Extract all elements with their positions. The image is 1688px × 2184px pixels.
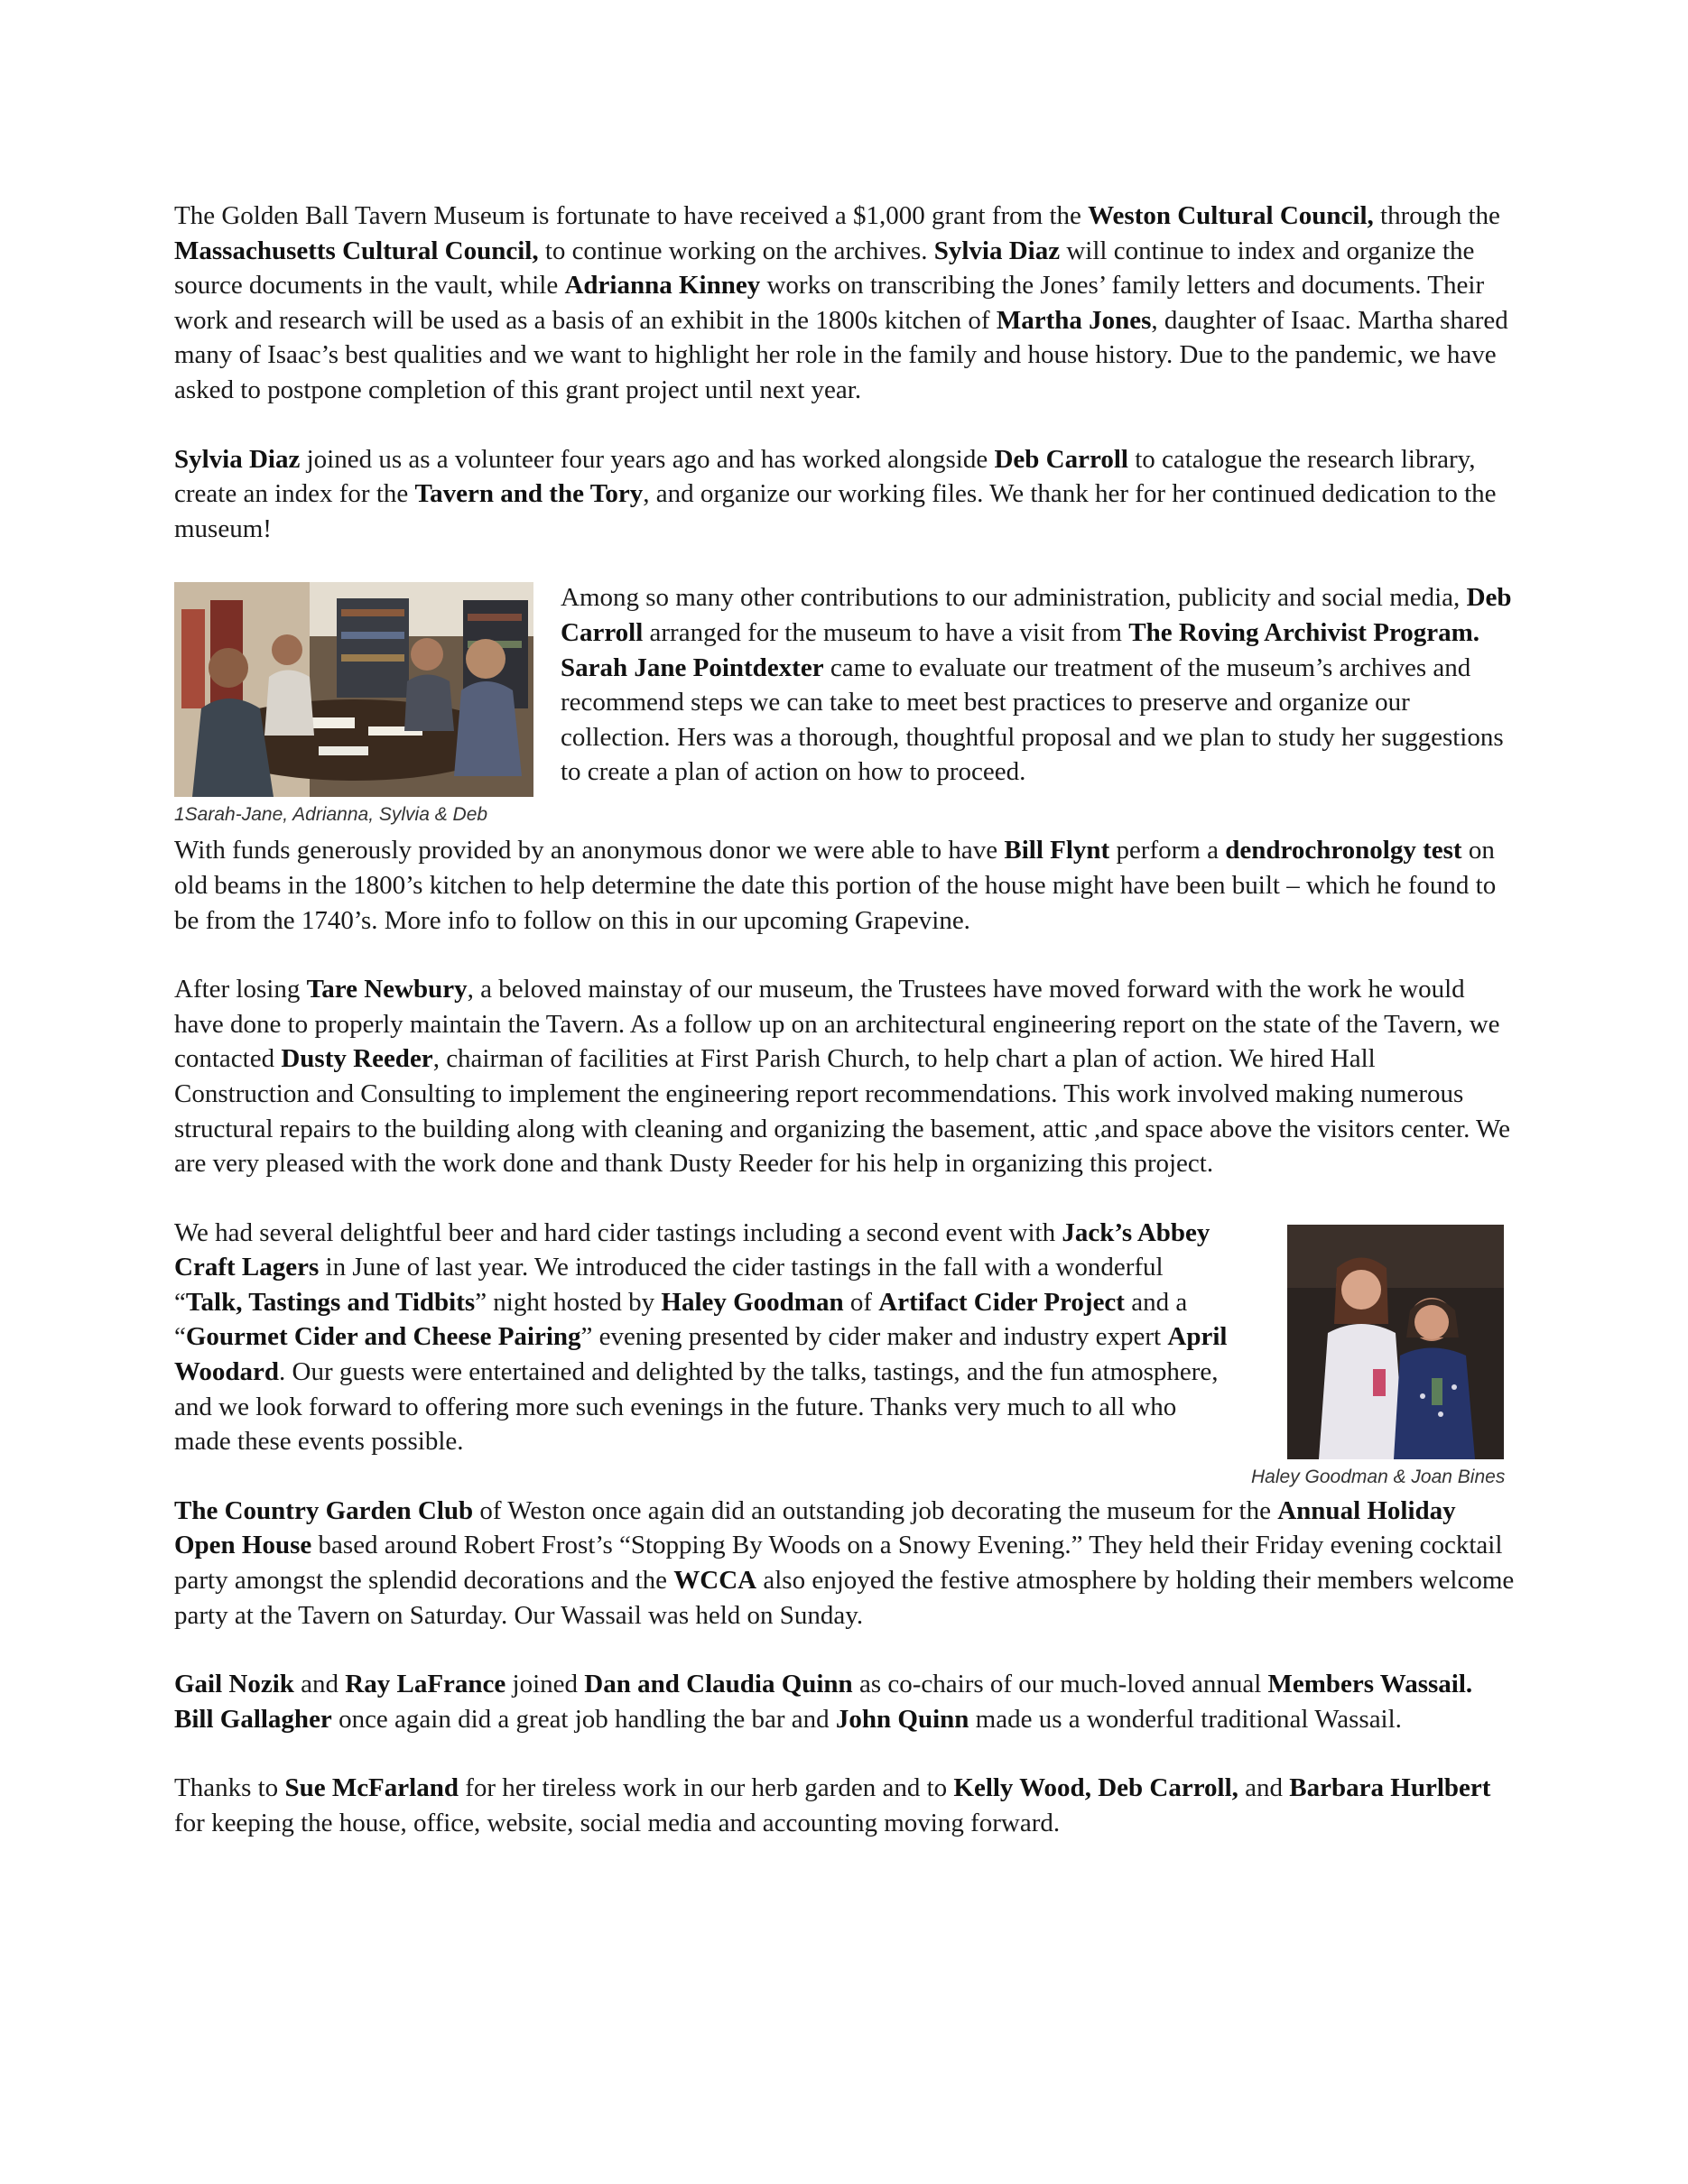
bold-text-run: John Quinn: [835, 1704, 969, 1734]
figure-cider-tasting: [1251, 1225, 1504, 1490]
text-run: ” night hosted by: [475, 1287, 662, 1317]
bold-text-run: Deb Carroll: [561, 583, 1512, 647]
text-run: perform a: [1109, 836, 1226, 865]
bold-text-run: Deb Carroll: [994, 444, 1128, 474]
paragraph-dendrochronology: [174, 833, 1515, 938]
text-run: for keeping the house, office, website, social media and accounting moving forward.: [174, 1809, 1061, 1837]
text-run: came to evaluate our treatment of the museum’s archives and recommend steps we can take to meet best practices to preserve and organize our collection. Hers was a thorough, thoughtful proposal and we plan to study her suggestions to create a plan of action on how to proceed.: [561, 652, 1504, 787]
text-run: works on transcribing the Jones’ family letters and documents. Their work and research will be used as a basis of an exhibit in the 1800s kitchen of: [174, 271, 1485, 335]
paragraph-tavern-repairs: [174, 972, 1515, 1181]
bold-text-run: Kelly Wood, Deb Carroll,: [953, 1773, 1238, 1803]
text-run: of Weston once again did an outstanding job decorating the museum for the: [473, 1495, 1278, 1525]
paragraph-grant: [174, 199, 1515, 408]
text-run: , daughter of Isaac. Martha shared many of Isaac’s best qualities and we want to highlight her role in the family and house history. Due to the pandemic, we have asked to postpone completion of this grant project until next year.: [174, 305, 1508, 404]
bold-text-run: The Roving Archivist Program. Sarah Jane Pointdexter: [561, 617, 1480, 682]
bold-text-run: Adrianna Kinney: [564, 271, 761, 301]
figure-library-meeting: [174, 582, 544, 828]
text-run: , a beloved mainstay of our museum, the Trustees have moved forward with the work he would have done to properly maintain the Tavern. As a follow up on an architectural engineering report on the state of the Tavern, we contacted: [174, 975, 1500, 1074]
bold-text-run: Talk, Tastings and Tidbits: [185, 1287, 476, 1317]
bold-text-run: Gourmet Cider and Cheese Pairing: [185, 1322, 581, 1352]
paragraph-thanks: [174, 1771, 1515, 1840]
bold-text-run: Ray LaFrance: [345, 1670, 506, 1699]
text-run: , chairman of facilities at First Parish Church, to help chart a plan of action. We hired Hall Construction and Consulting to implement the engineering report recommendations. This work involved making numerous structural repairs to the building along with cleaning and organizing the basement, attic ,and space above the visitors center. We are very pleased with the work done and thank Dusty Reeder for his help in organizing this project.: [174, 1044, 1510, 1179]
bold-text-run: April Woodard: [174, 1322, 1228, 1387]
text-run: We had several delightful beer and hard cider tastings including a second event with: [174, 1217, 1062, 1247]
bold-text-run: dendrochronolgy test: [1225, 836, 1462, 865]
bold-text-run: Massachusetts Cultural Council,: [174, 236, 539, 265]
bold-text-run: Sylvia Diaz: [933, 236, 1061, 265]
document-page: [174, 199, 1515, 1875]
text-run: based around Robert Frost’s “Stopping By Woods on a Snowy Evening.” They held their Friday evening cocktail party amongst the splendid decorations and the: [174, 1531, 1503, 1596]
bold-text-run: The Country Garden Club: [174, 1495, 474, 1525]
text-run: to continue working on the archives.: [538, 236, 934, 265]
bold-text-run: Dan and Claudia Quinn: [584, 1670, 853, 1699]
library-photo-caption: 1Sarah-Jane, Adrianna, Sylvia & Deb: [174, 804, 488, 826]
paragraph-members-wassail: [174, 1667, 1515, 1736]
text-run: arranged for the museum to have a visit from: [643, 617, 1129, 647]
text-run: also enjoyed the festive atmosphere by holding their members welcome party at the Tavern on Saturday. Our Wassail was held on Sunday.: [174, 1566, 1515, 1630]
cider-tasting-photo: [1287, 1225, 1504, 1459]
text-run: ” evening presented by cider maker and industry expert: [580, 1322, 1168, 1352]
text-run: Among so many other contributions to our administration, publicity and social media,: [561, 583, 1467, 613]
text-run: joined us as a volunteer four years ago and has worked alongside: [300, 444, 995, 474]
bold-text-run: WCCA: [673, 1566, 757, 1596]
text-run: of: [843, 1287, 879, 1317]
text-run: once again did a great job handling the bar and: [331, 1704, 836, 1734]
bold-text-run: Dusty Reeder: [281, 1044, 433, 1074]
bold-text-run: Gail Nozik: [174, 1670, 294, 1699]
text-run: . Our guests were entertained and delighted by the talks, tastings, and the fun atmosphere, and we look forward to offering more such evenings in the future. Thanks very much to all who made these events possible.: [174, 1357, 1219, 1457]
bold-text-run: Artifact Cider Project: [878, 1287, 1125, 1317]
bold-text-run: Martha Jones: [996, 305, 1152, 335]
text-run: on old beams in the 1800’s kitchen to help determine the date this portion of the house might have been built – which he found to be from the 1740’s. More info to follow on this in our upcoming Grapevine.: [174, 836, 1497, 935]
bold-text-run: Sue McFarland: [284, 1773, 459, 1803]
bold-text-run: Annual Holiday Open House: [174, 1495, 1456, 1560]
text-run: With funds generously provided by an anonymous donor we were able to have: [174, 836, 1005, 865]
bold-text-run: Haley Goodman: [661, 1287, 844, 1317]
bold-text-run: Tavern and the Tory: [414, 479, 644, 509]
text-run: and: [1238, 1773, 1290, 1803]
paragraph-sylvia-diaz: [174, 442, 1515, 547]
text-run: as co-chairs of our much-loved annual: [852, 1670, 1268, 1699]
text-run: through the: [1373, 201, 1500, 230]
text-run: After losing: [174, 975, 307, 1004]
bold-text-run: Sylvia Diaz: [174, 444, 301, 474]
text-run: will continue to index and organize the source documents in the vault, while: [174, 236, 1475, 301]
text-run: for her tireless work in our herb garden and to: [458, 1773, 954, 1803]
text-run: Thanks to: [174, 1773, 285, 1803]
paragraph-holiday-open-house: [174, 1494, 1515, 1633]
library-meeting-photo: [174, 582, 533, 797]
text-run: The Golden Ball Tavern Museum is fortunate to have received a $1,000 grant from the: [174, 201, 1089, 230]
text-run: to catalogue the research library, create an index for the: [174, 444, 1476, 509]
bold-text-run: Weston Cultural Council,: [1088, 201, 1374, 230]
bold-text-run: Tare Newbury: [306, 975, 468, 1004]
cider-photo-caption: Haley Goodman & Joan Bines: [1251, 1466, 1506, 1487]
bold-text-run: Bill Flynt: [1004, 836, 1110, 865]
text-run: joined: [505, 1670, 585, 1699]
text-run: made us a wonderful traditional Wassail.: [969, 1704, 1402, 1734]
text-run: in June of last year. We introduced the cider tastings in the fall with a wonderful “: [174, 1253, 1164, 1317]
bold-text-run: Barbara Hurlbert: [1289, 1773, 1491, 1803]
text-run: and a “: [174, 1287, 1188, 1352]
bold-text-run: Jack’s Abbey Craft Lagers: [174, 1217, 1210, 1282]
bold-text-run: Members Wassail. Bill Gallagher: [174, 1670, 1473, 1734]
text-run: and: [293, 1670, 346, 1699]
text-run: , and organize our working files. We thank her for her continued dedication to the museum!: [174, 479, 1497, 543]
